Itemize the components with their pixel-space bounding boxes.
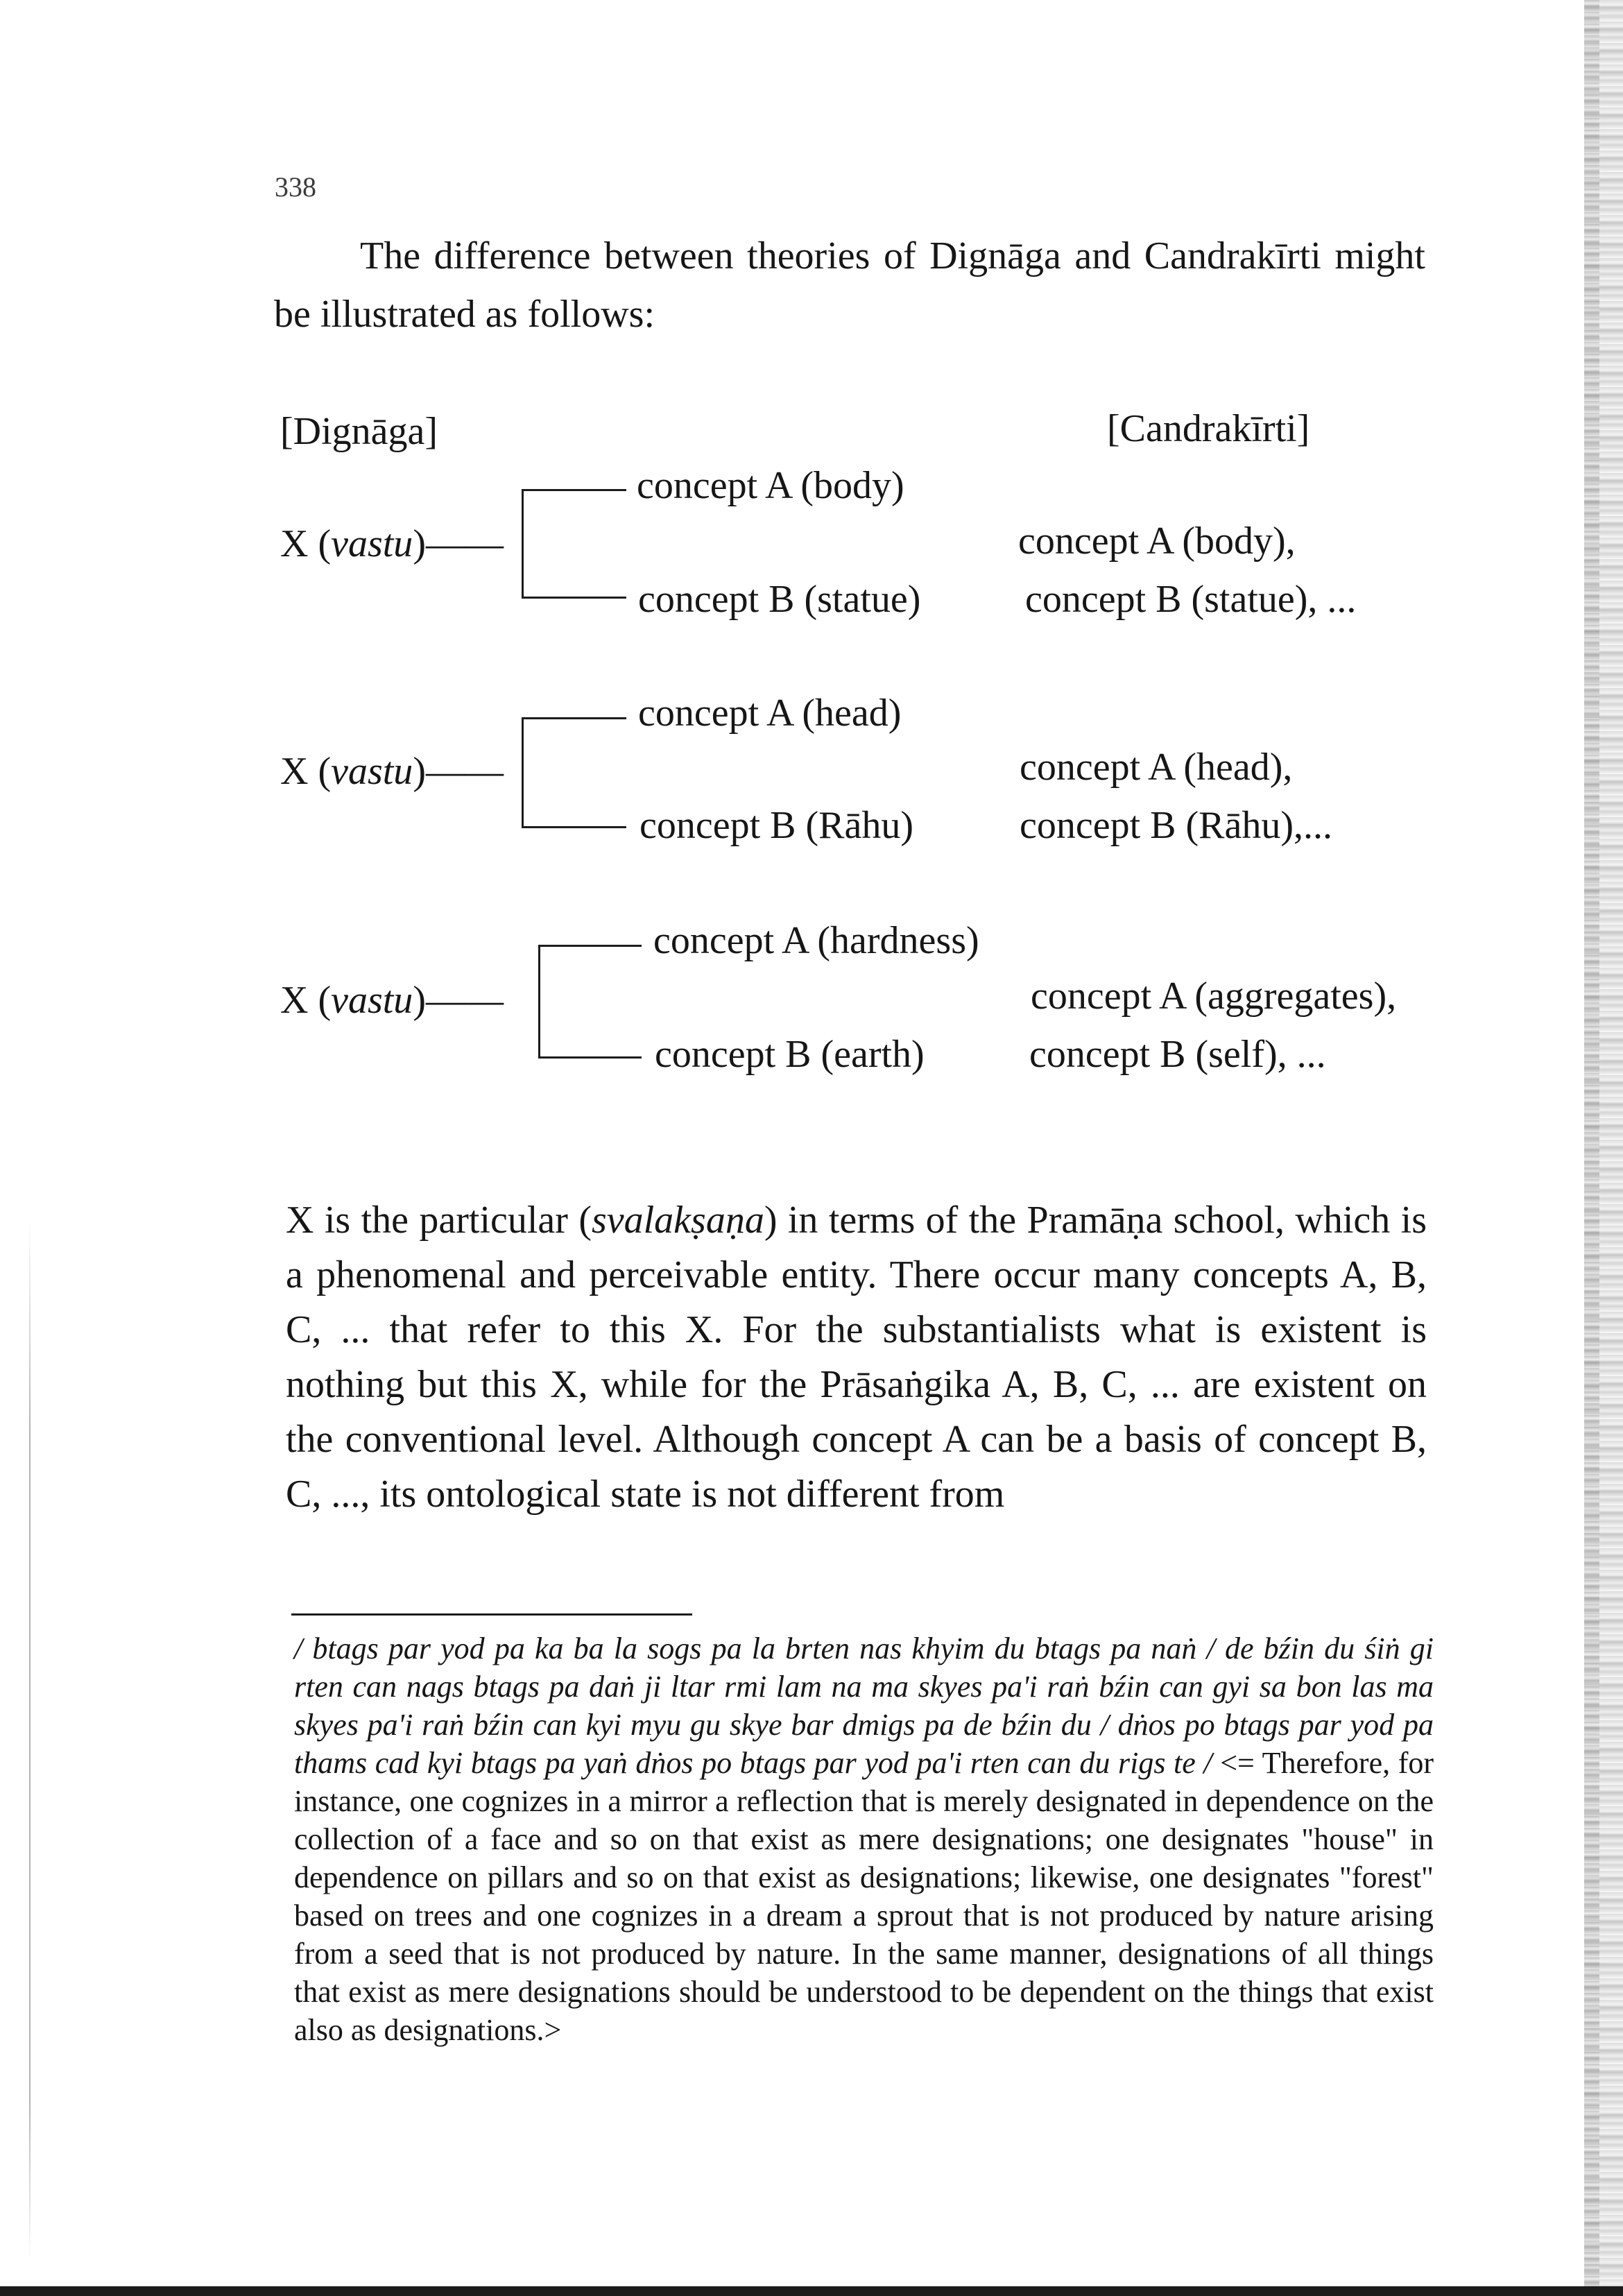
right-concept-a: concept A (body), xyxy=(1018,520,1296,563)
footnote-tibetan: / btags par yod pa ka ba la sogs pa la brten nas khyim du btags pa naṅ / de bźin du śiṅ gi rten can nags btags pa daṅ ji ltar rmi lam na ma skyes pa'i raṅ bźin can gyi sa bon las ma skyes pa'i raṅ bźin can kyi myu gu skye bar dmigs pa de bźin du / dṅos po btags par yod pa thams cad kyi btags pa yaṅ dṅos po btags par yod pa'i rten can du rigs te / xyxy=(294,1631,1434,1780)
concept-b: concept B (statue) xyxy=(638,578,921,621)
concept-b: concept B (earth) xyxy=(655,1033,925,1076)
footnote-rule xyxy=(291,1613,692,1616)
right-concept-b: concept B (Rāhu),... xyxy=(1020,804,1332,847)
branch-top-line xyxy=(524,717,626,719)
branch-top-line xyxy=(540,945,642,947)
branch-bracket xyxy=(538,945,642,1059)
scan-edge-right xyxy=(1584,0,1623,2296)
dignaga-heading: [Dignāga] xyxy=(280,410,438,453)
branch-bottom-line xyxy=(524,597,626,599)
intro-paragraph: The difference between theories of Dignāga and Candrakīrti might be illustrated as follows: xyxy=(274,234,1425,336)
concept-b: concept B (Rāhu) xyxy=(639,804,913,847)
scan-edge-bottom xyxy=(0,2286,1623,2296)
page-number: 338 xyxy=(275,171,316,203)
right-concept-a: concept A (head), xyxy=(1020,746,1293,789)
scan-binding-line xyxy=(29,1221,31,2261)
right-concept-b: concept B (statue), ... xyxy=(1025,578,1357,621)
footnote-translation: <= Therefore, for instance, one cognizes in a mirror a reflection that is merely designated in dependence on the collection of a face and so on that exist as mere designations; one designates "house" in dependence on pillars and so on that exist as designations; likewise, one designates "forest" based on trees and one cognizes in a dream a sprout that is not produced by nature arising from a seed that is not produced by nature. In the same manner, designations of all things that exist as mere designations should be understood to be dependent on the things that exist also as designations.> xyxy=(294,1746,1434,2047)
branch-bracket xyxy=(522,717,626,828)
body-paragraph: X is the particular (svalakṣaṇa) in terms of the Pramāṇa school, which is a phenomenal and perceivable entity. There occur many concepts A, B, C, ... that refer to this X. For the substantialists what is existent is nothing but this X, while for the Prāsaṅgika A, B, C, ... are existent on the conventional level. Although concept A can be a basis of concept B, C, ..., its ontological state is not different from xyxy=(286,1199,1427,1516)
right-concept-b: concept B (self), ... xyxy=(1029,1033,1326,1076)
concept-a: concept A (body) xyxy=(637,464,904,507)
concept-a: concept A (head) xyxy=(638,692,902,735)
x-vastu-label: X (vastu)—— xyxy=(280,750,504,793)
branch-bracket xyxy=(522,489,626,599)
footnote xyxy=(294,1629,1434,2049)
x-vastu-label: X (vastu)—— xyxy=(280,979,504,1022)
x-vastu-label: X (vastu)—— xyxy=(280,522,504,565)
branch-bottom-line xyxy=(524,826,626,828)
branch-bottom-line xyxy=(540,1056,642,1059)
branch-top-line xyxy=(524,489,626,491)
right-concept-a: concept A (aggregates), xyxy=(1031,975,1397,1018)
candrakirti-heading: [Candrakīrti] xyxy=(1107,407,1310,450)
concept-a: concept A (hardness) xyxy=(653,919,979,962)
